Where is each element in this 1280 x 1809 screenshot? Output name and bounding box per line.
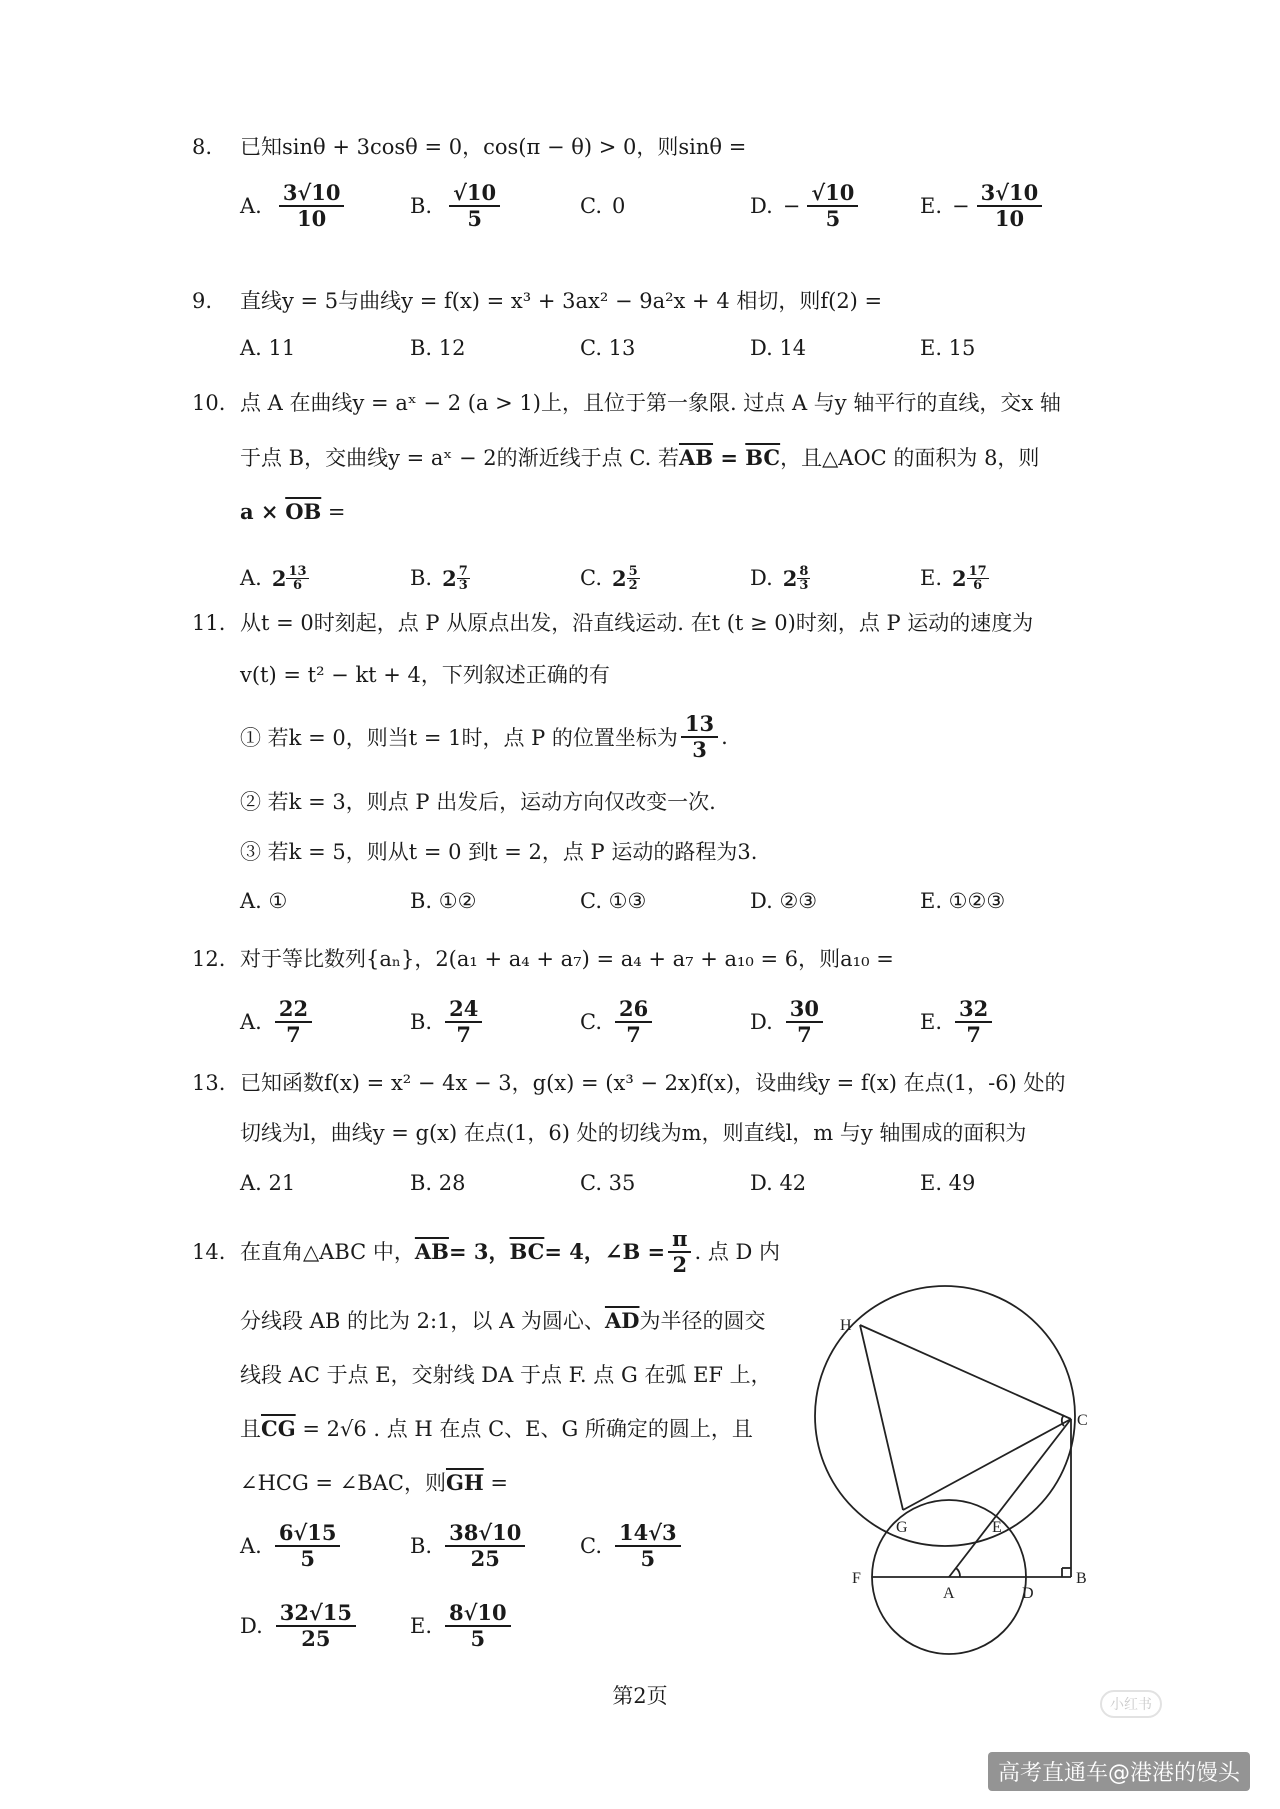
denominator: 10 xyxy=(994,206,1025,231)
fraction xyxy=(786,995,823,1047)
segment-gc xyxy=(903,1419,1071,1510)
option-label: B. xyxy=(410,1534,433,1558)
power-base: 2 xyxy=(612,565,627,591)
option-label: C. xyxy=(580,1534,602,1558)
option-e xyxy=(920,992,995,1052)
stem-text: = 4，∠B = xyxy=(544,1239,666,1264)
q11-statement-1 xyxy=(240,712,728,762)
option-d: D. 42 xyxy=(750,1171,807,1195)
exponent-fraction xyxy=(797,565,810,592)
option-label: D. xyxy=(750,1010,773,1034)
denominator: 2 xyxy=(628,577,638,593)
question-number: 10. xyxy=(192,391,226,415)
fraction xyxy=(445,1599,511,1651)
denominator: 6 xyxy=(292,577,303,593)
exponent-fraction xyxy=(286,565,308,592)
vector-bc: $\overline{BC}$ xyxy=(509,1239,545,1264)
option-label: D. xyxy=(240,1614,263,1638)
option-b: B. ①② xyxy=(410,889,477,913)
denominator: 7 xyxy=(626,1022,641,1047)
option-a: A. ① xyxy=(240,889,288,913)
numerator: 30 xyxy=(786,998,823,1023)
option-b xyxy=(410,548,470,608)
numerator: 3√10 xyxy=(977,182,1043,207)
numerator: 24 xyxy=(445,998,482,1023)
q14-line-3: 线段 AC 于点 E，交射线 DA 于点 F. 点 G 在弧 EF 上， xyxy=(240,1363,772,1387)
question-number: 11. xyxy=(192,611,226,635)
option-d xyxy=(750,548,810,608)
option-label: E. xyxy=(920,566,943,590)
option-a: A. 11 xyxy=(240,336,296,360)
stem-text: = 3， xyxy=(448,1239,510,1264)
option-c: C. 13 xyxy=(580,336,636,360)
q14-line-2 xyxy=(240,1306,765,1336)
question-stem: 已知函数f(x) = x² − 4x − 3，g(x) = (x³ − 2x)f(x)，设曲线y = f(x) 在点(1，-6) 处的 xyxy=(240,1071,1066,1095)
fraction xyxy=(449,179,500,231)
option-sign: − xyxy=(952,194,970,218)
circle-ceg xyxy=(815,1286,1075,1546)
numerator: 13 xyxy=(681,713,718,738)
q13-line-2: 切线为l，曲线y = g(x) 在点(1，6) 处的切线为m，则直线l，m 与y 轴围成的面积为 xyxy=(240,1121,1027,1145)
stem-text: = xyxy=(483,1471,509,1495)
label-b: B xyxy=(1076,1570,1087,1587)
denominator: 3 xyxy=(458,577,468,593)
fraction xyxy=(276,1599,356,1651)
label-c: C xyxy=(1077,1412,1088,1429)
option-label: A. xyxy=(240,1010,262,1034)
option-label: D. xyxy=(750,566,773,590)
power-base: 2 xyxy=(952,565,967,591)
option-c xyxy=(580,1516,684,1576)
fraction xyxy=(807,179,858,231)
denominator: 5 xyxy=(300,1546,315,1571)
denominator: 5 xyxy=(470,1626,486,1651)
label-e: E xyxy=(992,1519,1002,1536)
numerator: 7 xyxy=(458,563,468,579)
option-d: D. ②③ xyxy=(750,889,818,913)
option-label: A. xyxy=(240,194,262,218)
fraction xyxy=(275,1519,341,1571)
label-f: F xyxy=(852,1570,861,1587)
numerator: 26 xyxy=(615,998,652,1023)
q10-line-2 xyxy=(240,443,1039,473)
option-label: B. xyxy=(410,194,433,218)
vector-ob: $\overline{OB}$ xyxy=(285,499,322,524)
label-d: D xyxy=(1022,1585,1034,1602)
stem-text: 且 xyxy=(240,1417,261,1441)
option-sign: − xyxy=(782,194,801,218)
vector-ab: $\overline{AB}$ xyxy=(414,1239,449,1264)
numerator: 32 xyxy=(955,998,992,1023)
fraction xyxy=(279,179,345,231)
numerator: 38√10 xyxy=(445,1522,525,1547)
option-a xyxy=(240,992,315,1052)
option-d: D. 14 xyxy=(750,336,807,360)
label-g: G xyxy=(896,1519,908,1536)
power-base: 2 xyxy=(271,565,287,591)
segment-hg xyxy=(860,1325,903,1510)
option-label: D. xyxy=(750,194,773,218)
option-label: A. xyxy=(240,566,262,590)
stem-text: 于点 B，交曲线y = aˣ − 2的渐近线于点 C. 若 xyxy=(240,446,679,470)
option-c: C. 35 xyxy=(580,1171,636,1195)
numerator: 14√3 xyxy=(615,1522,681,1547)
option-d xyxy=(750,992,826,1052)
option-a xyxy=(240,1516,343,1576)
stem-text: = 2√6 . 点 H 在点 C、E、G 所确定的圆上，且 xyxy=(295,1417,753,1441)
stem-text: 分线段 AB 的比为 2:1，以 A 为圆心、 xyxy=(240,1309,605,1333)
option-label: C. xyxy=(580,1010,602,1034)
fraction xyxy=(615,995,652,1047)
stem-text: 在直角△ABC 中， xyxy=(240,1240,415,1264)
option-d xyxy=(240,1596,359,1656)
fraction xyxy=(445,995,482,1047)
faint-stamp: 小红书 xyxy=(1100,1690,1162,1718)
denominator: 7 xyxy=(797,1022,812,1047)
numerator: 3√10 xyxy=(279,182,345,207)
q10-line-3 xyxy=(240,497,346,527)
option-e: E. 15 xyxy=(920,336,976,360)
angle-mark xyxy=(1062,1415,1064,1426)
option-a xyxy=(240,548,309,608)
q14-line-5 xyxy=(240,1468,508,1498)
denominator: 10 xyxy=(297,206,327,231)
denominator: 7 xyxy=(286,1022,301,1047)
option-label: B. xyxy=(410,566,433,590)
denominator: 25 xyxy=(470,1546,500,1571)
stem-text: ∠HCG = ∠BAC，则 xyxy=(240,1471,446,1495)
stem-text: 为半径的圆交 xyxy=(639,1309,766,1333)
option-e: E. ①②③ xyxy=(920,889,1006,913)
question-stem: 点 A 在曲线y = aˣ − 2 (a > 1)上，且位于第一象限. 过点 A 与y 轴平行的直线，交x 轴 xyxy=(240,391,1061,415)
option-e xyxy=(920,176,1045,236)
q11-line-2: v(t) = t² − kt + 4，下列叙述正确的有 xyxy=(240,663,610,687)
fraction xyxy=(275,995,312,1047)
stem-text: ，且△AOC 的面积为 8，则 xyxy=(780,446,1040,470)
option-a: A. 21 xyxy=(240,1171,296,1195)
watermark: 高考直通车@港港的馒头 xyxy=(988,1752,1250,1791)
statement-end: . xyxy=(721,725,728,749)
option-b xyxy=(410,992,485,1052)
denominator: 5 xyxy=(467,206,482,231)
denominator: 2 xyxy=(672,1252,688,1277)
segment-hc xyxy=(860,1325,1071,1419)
question-stem: 直线y = 5与曲线y = f(x) = x³ + 3ax² − 9a²x + 4 相切，则f(2) = xyxy=(240,289,883,313)
fraction xyxy=(955,995,992,1047)
stem-text: a × xyxy=(240,499,279,524)
question-number: 14. xyxy=(192,1240,226,1264)
question-stem: 已知sinθ + 3cosθ = 0，cos(π − θ) > 0，则sinθ = xyxy=(240,135,747,159)
denominator: 5 xyxy=(640,1546,656,1571)
segment-ac xyxy=(949,1419,1071,1577)
denominator: 5 xyxy=(825,206,841,231)
numerator: √10 xyxy=(449,182,500,207)
vector-ab: $\overline{AB}$ xyxy=(679,445,714,470)
option-c xyxy=(580,548,640,608)
numerator: π xyxy=(668,1228,691,1253)
q14-line-4 xyxy=(240,1414,753,1444)
question-number: 12. xyxy=(192,947,226,971)
vector-cg: $\overline{CG}$ xyxy=(261,1416,296,1441)
label-h: H xyxy=(840,1317,852,1334)
option-e xyxy=(410,1596,514,1656)
option-c xyxy=(580,992,655,1052)
angle-mark xyxy=(956,1568,960,1577)
option-label: E. xyxy=(410,1614,433,1638)
question-number: 8. xyxy=(192,135,213,159)
option-e: E. 49 xyxy=(920,1171,976,1195)
option-b: B. 28 xyxy=(410,1171,466,1195)
numerator: 32√15 xyxy=(276,1602,356,1627)
statement-text: ① 若k = 0，则当t = 1时，点 P 的位置坐标为 xyxy=(240,726,678,750)
q11-statement-3: ③ 若k = 5，则从t = 0 到t = 2，点 P 运动的路程为3. xyxy=(240,840,758,864)
numerator: 8 xyxy=(799,563,809,579)
option-label: A. xyxy=(240,1534,262,1558)
question-stem: 从t = 0时刻起，点 P 从原点出发，沿直线运动. 在t (t ≥ 0)时刻，点 P 运动的速度为 xyxy=(240,611,1034,635)
question-14 xyxy=(192,1225,781,1277)
option-label: E. xyxy=(920,194,943,218)
stem-text: = xyxy=(321,500,346,524)
exponent-fraction xyxy=(627,565,640,592)
option-label: B. xyxy=(410,1010,433,1034)
question-number: 13. xyxy=(192,1071,226,1095)
denominator: 25 xyxy=(301,1626,331,1651)
vector-gh: $\overline{GH}$ xyxy=(445,1470,484,1495)
denominator: 3 xyxy=(799,577,809,593)
option-b xyxy=(410,176,503,236)
option-label: C. xyxy=(580,566,602,590)
exponent-fraction xyxy=(967,565,989,592)
numerator: 22 xyxy=(275,998,312,1023)
option-b: B. 12 xyxy=(410,336,466,360)
power-base: 2 xyxy=(442,565,457,591)
numerator: √10 xyxy=(807,182,858,207)
equals-sign: = xyxy=(713,445,746,470)
question-stem: 对于等比数列{aₙ}，2(a₁ + a₄ + a₇) = a₄ + a₇ + a₁₀ = 6，则a₁₀ = xyxy=(240,947,894,971)
numerator: 6√15 xyxy=(275,1522,341,1547)
fraction xyxy=(445,1519,525,1571)
option-e xyxy=(920,548,989,608)
denominator: 6 xyxy=(973,577,983,593)
option-a xyxy=(240,176,347,236)
power-base: 2 xyxy=(782,565,798,591)
fraction xyxy=(615,1519,681,1571)
numerator: 13 xyxy=(288,563,307,579)
numerator: 8√10 xyxy=(445,1602,511,1627)
option-b xyxy=(410,1516,528,1576)
option-c xyxy=(580,176,625,236)
q14-geometry-figure xyxy=(810,1270,1110,1660)
option-d xyxy=(750,176,861,236)
fraction xyxy=(668,1225,691,1277)
stem-text: . 点 D 内 xyxy=(694,1240,781,1264)
option-label: C. xyxy=(580,194,602,218)
vector-ad: $\overline{AD}$ xyxy=(604,1308,640,1333)
page-number: 第2页 xyxy=(612,1684,668,1708)
denominator: 7 xyxy=(456,1022,472,1047)
fraction xyxy=(681,710,718,762)
numerator: 17 xyxy=(968,563,987,579)
option-c: C. ①③ xyxy=(580,889,647,913)
question-number: 9. xyxy=(192,289,213,313)
denominator: 3 xyxy=(692,737,707,762)
vector-bc: $\overline{BC}$ xyxy=(745,445,781,470)
option-value: 0 xyxy=(612,194,626,218)
fraction xyxy=(977,179,1043,231)
numerator: 5 xyxy=(628,563,638,579)
option-label: E. xyxy=(920,1010,943,1034)
denominator: 7 xyxy=(966,1022,981,1047)
label-a: A xyxy=(943,1585,955,1602)
q11-statement-2: ② 若k = 3，则点 P 出发后，运动方向仅改变一次. xyxy=(240,790,716,814)
exponent-fraction xyxy=(457,565,470,592)
